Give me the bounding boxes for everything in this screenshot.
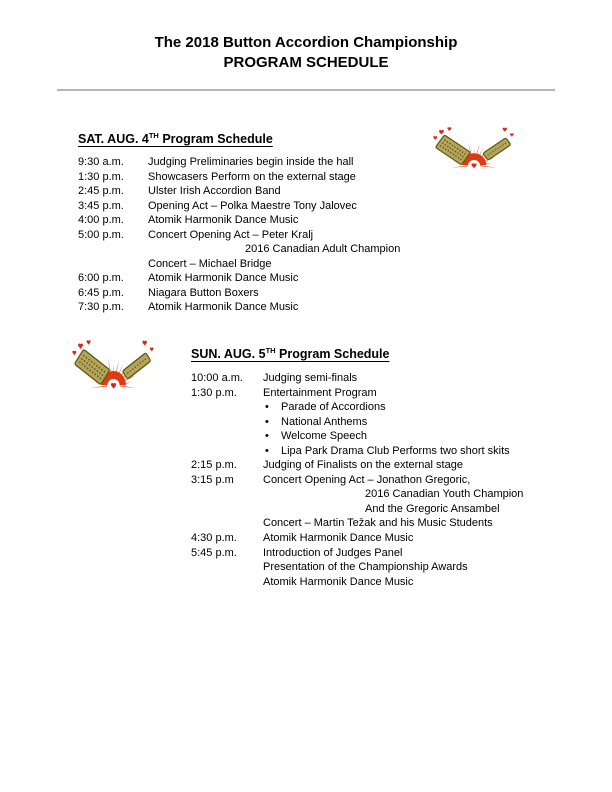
schedule-row — [191, 560, 523, 575]
event-description: Showcasers Perform on the external stage — [148, 170, 356, 183]
event-time: 1:30 p.m. — [191, 386, 237, 399]
sunday-header-prefix: SUN. AUG. 5 — [191, 347, 266, 362]
event-description: Atomik Harmonik Dance Music — [263, 532, 414, 545]
event-time: 3:45 p.m. — [78, 199, 124, 212]
event-time: 1:30 p.m. — [78, 170, 124, 183]
event-time: 6:00 p.m. — [78, 272, 124, 285]
event-time: 2:45 p.m. — [78, 185, 124, 198]
bullet-icon: • — [265, 401, 269, 414]
event-description: Ulster Irish Accordion Band — [148, 185, 281, 198]
schedule-row — [191, 546, 523, 561]
schedule-row — [78, 199, 400, 214]
event-description: Entertainment Program — [263, 386, 377, 399]
event-description: 2016 Canadian Adult Champion — [245, 243, 401, 256]
schedule-row — [191, 473, 523, 488]
event-description: Atomik Harmonik Dance Music — [148, 272, 299, 285]
title-line-2: PROGRAM SCHEDULE — [223, 54, 389, 71]
schedule-row — [78, 170, 400, 185]
schedule-row — [78, 271, 400, 286]
event-description: National Anthems — [281, 415, 368, 428]
schedule-row — [191, 531, 523, 546]
bullet-icon: • — [265, 415, 269, 428]
schedule-row — [78, 242, 400, 257]
schedule-row — [78, 184, 400, 199]
saturday-header-suffix: Program Schedule — [158, 132, 273, 147]
document-title — [0, 33, 612, 73]
saturday-header-ordinal: TH — [148, 131, 159, 140]
event-description: Judging Preliminaries begin inside the hall — [148, 156, 354, 168]
schedule-row — [78, 300, 400, 315]
schedule-row — [191, 415, 523, 430]
sunday-schedule-list — [191, 371, 523, 589]
schedule-row — [78, 257, 400, 272]
sunday-header-suffix: Program Schedule — [275, 347, 390, 362]
schedule-row — [78, 155, 400, 170]
event-description: Lipa Park Drama Club Performs two short skits — [281, 444, 510, 457]
event-description: Concert – Martin Težak and his Music Students — [263, 517, 493, 530]
event-description: Presentation of the Championship Awards — [263, 561, 468, 574]
event-time: 4:00 p.m. — [78, 214, 124, 227]
event-time: 10:00 a.m. — [191, 372, 243, 384]
saturday-header-prefix: SAT. AUG. 4 — [78, 132, 149, 147]
event-description: Atomik Harmonik Dance Music — [148, 301, 299, 314]
schedule-row — [191, 386, 523, 401]
event-time: 5:45 p.m. — [191, 546, 237, 559]
event-description: Parade of Accordions — [281, 401, 386, 414]
schedule-row — [191, 458, 523, 473]
accordion-with-hearts-icon — [69, 340, 158, 392]
saturday-section-header — [78, 128, 273, 147]
event-description: Atomik Harmonik Dance Music — [263, 575, 414, 588]
event-description: Concert Opening Act – Jonathon Gregoric, — [263, 473, 471, 486]
title-line-1: The 2018 Button Accordion Championship — [154, 34, 458, 51]
event-time: 4:30 p.m. — [191, 532, 237, 545]
saturday-schedule-list — [78, 155, 400, 315]
event-time: 9:30 a.m. — [78, 156, 124, 168]
accordion-with-hearts-icon — [430, 127, 518, 171]
schedule-row — [191, 400, 523, 415]
bullet-icon: • — [265, 430, 269, 443]
schedule-row — [191, 516, 523, 531]
schedule-row — [191, 371, 523, 386]
event-description: Judging semi-finals — [263, 372, 358, 384]
bullet-icon: • — [265, 444, 269, 457]
event-time: 3:15 p.m — [191, 473, 234, 486]
schedule-row — [191, 429, 523, 444]
sunday-section-header — [191, 343, 390, 362]
event-time: 6:45 p.m. — [78, 286, 124, 299]
event-description: Atomik Harmonik Dance Music — [148, 214, 299, 227]
schedule-row — [78, 286, 400, 301]
schedule-row — [78, 213, 400, 228]
event-description: Concert – Michael Bridge — [148, 257, 272, 270]
event-time: 2:15 p.m. — [191, 459, 237, 472]
schedule-row — [191, 444, 523, 459]
event-description: Concert Opening Act – Peter Kralj — [148, 228, 314, 241]
event-description: Opening Act – Polka Maestre Tony Jalovec — [148, 199, 357, 212]
event-description: And the Gregoric Ansambel — [365, 502, 500, 515]
event-description: 2016 Canadian Youth Champion — [365, 488, 524, 501]
schedule-row — [191, 502, 523, 517]
schedule-row — [78, 228, 400, 243]
sunday-header-ordinal: TH — [265, 346, 276, 355]
schedule-row — [191, 575, 523, 590]
event-description: Welcome Speech — [281, 430, 368, 443]
event-time: 7:30 p.m. — [78, 301, 124, 314]
event-description: Judging of Finalists on the external stage — [263, 459, 463, 472]
event-time: 5:00 p.m. — [78, 228, 124, 241]
schedule-row — [191, 487, 523, 502]
event-description: Niagara Button Boxers — [148, 286, 259, 299]
horizontal-rule — [57, 89, 555, 91]
event-description: Introduction of Judges Panel — [263, 546, 403, 559]
